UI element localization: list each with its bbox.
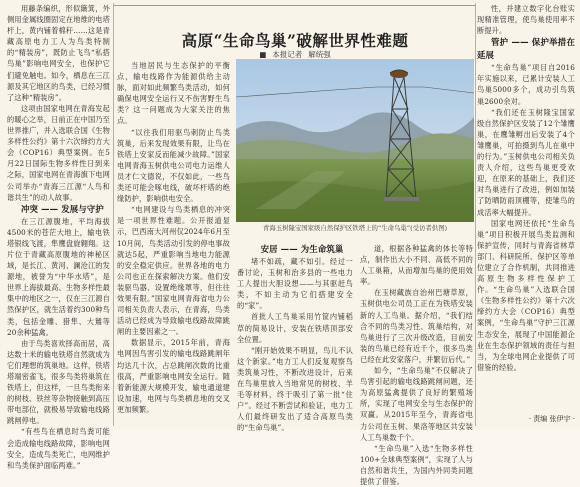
left-paragraph-1: 用藤条编织，形似簸箕，外侧用金属线圈固定在地维的电塔杆上，黄内铺着棉秆……这是青藏高原电力工人为鸟类特制的“精装房”，既防止飞鸟“私搭鸟巢”影响电网安全，也保护它们避免触电。如今，栖息在三江源及其它地区的鸟类，已经习惯了这种“精装房”。 [7,4,110,102]
mid-center-paragraph-2: 首批人工鸟巢采用竹筐内铺稻草的简易设计，安装在铁塔顶部安全位置。 [237,312,353,344]
mid-left-paragraph-2: “以往我们用驱鸟刺防止鸟类筑巢，后来发现效果有限，让鸟在铁塔上安家反而能减少故障。”国家电网青海玉树供电公司电力运维人员才仁文德说，不仅如此，一些鸟类还可能会啄电线，破坏杆塔的绝缘防护，影响供电安全。 [117,127,230,204]
middle-left-column [117,60,230,426]
mid-left-paragraph-3: “电网建设与鸟类栖息的冲突是一项世界性难题。公开报道显示，巴西南大河州仅2024年6月至10月间，鸟类活动引发的停电事故就达5起，严重影响当地电力能源的安全稳定供应。世界各地的电力公司也正在探索解决方案。他们安装驱鸟器、设置绝缘罩等，但往往效果有限。”国家电网青海省电力公司相关负责人表示，在青海，鸟类活动已经成为导致输电线路故障跳闸的主要因素之一。 [117,205,230,337]
mid-right-paragraph-1: 道，根据各种猛禽的体长等特点，制作出大小不同、高低不同的人工巢箱，从而增加鸟巢的使用效率。 [360,244,473,287]
square-icon: ■ [259,50,267,59]
left-paragraph-5: “有些鸟在栖息时鸟粪可能会造成输电线路故障，影响电网安全，造成鸟类死亡，电网维护和鸟类保护面临两难。” [7,427,110,470]
subheading-shelter: 安居 —— 为生命筑巢 [260,244,344,254]
left-paragraph-4: 由于鸟类喜欢择高而居，高达数十米的输电铁塔自然就成为它们理想的筑巢地。这样，铁塔塔端密雀飞，很多鸟类将巢筑在铁塔上，但这样，一旦鸟类衔来的树枝、铁丝等杂物接触到高压带电部位，就极易导致输电线路跳闸停电。 [7,338,110,426]
right-paragraph-2: “生命鸟巢”项目自2016年实施以来，已累计安装人工鸟巢5000多个，成功引鸟筑巢2600余对。 [477,63,575,106]
left-paragraph-2: 这项由国家电网在青海发起的暖心之举，日前正在中国乃至世界推广，并入选联合国《生物多样性公约》第十六次缔约方大会（COP16）典型案例。在5月22日国际生物多样性日到来之际，国家电网在青海旗下电网公司举办“青海三江源“人鸟和谐共生”的动人故事。 [7,103,110,202]
right-paragraph-4: 国家电网还依托“生命鸟巢”项目积极开展鸟类监测和保护宣传，同时与青海省林草部门、科研院所、保护区等单位建立了合作机制，共同推进高原生物多样性保护工作。“生命鸟巢”入选联合国《生物多样性公约》第十六次缔约方大会（COP16）典型案例，“生命鸟巢”守护三江源生态安全，展现了中国能源企业在生态保护领域的责任与担当，为全球电网企业提供了可借鉴的经验。 [477,218,575,372]
right-paragraph-1: 性，并建立数字化台账实现精准管理，使鸟巢使用率不断提升。 [477,4,575,36]
left-paragraph-3: 在三江源腹地，平均海拔4500米的苍茫大地上，输电铁塔银线飞渡，隼鹰盘旋翱翔。这片位于青藏高原腹地的神秘区域，是长江、黄河、澜沧江的发源地，被誉为“中华水塔”，是世界上海拔最高、生物多样性最集中的地区之一，仅在三江源自然保护区，就生活着约300种鸟类，包括金雕、猎隼、大鵟等20余种猛禽。 [7,216,110,337]
byline-prefix: 本报记者 [272,50,303,59]
middle-center-column [237,243,353,433]
article-title: 高原“生命鸟巢”破解世界性难题 [181,31,409,50]
mid-left-paragraph-4: 数据显示，2015年前，青海电网因鸟害引发的输电线路跳闸年均达几十次，占总跳闸次数的比重很高，严重影响电网安全运行。随着新能源大规模开发，输电通道建设加速，电网与鸟类栖息地的交叉更加频繁。 [117,338,230,414]
column-divider-right [475,3,476,426]
photo-caption: 青海玉树隆宝国家级自然保护区铁塔上的“生命鸟巢”(受访者供图) [262,224,448,232]
top-rule [113,5,475,6]
reporter-name: 解统强 [308,50,331,59]
article-photo [236,59,474,222]
right-paragraph-3: “我们还在玉树隆宝国家级自然保护区安装了12个雏鹰巢，在鹰雏孵出后安装了4个雏鹰巢，可拍摄到鸟儿在巢中的行为。”玉树供电公司相关负责人介绍，这些鸟巢更受欢迎，在原来的基础上，我们还对鸟巢进行了改进，例如加装了防晒防雨顶棚等，使雏鸟的成活率大幅提升。 [477,107,575,217]
mid-right-paragraph-2: 在玉树藏族自治州巴塘草原，玉树供电公司员工正在为铁塔安装新的人工鸟巢。据介绍，“我们结合不同的鸟类习性、筑巢结构，对鸟巢进行了三次升级改造，目前安装的鸟巢已经有近千个，很多鸟类已经在此安家落户，并繁衍后代。” [360,288,473,364]
editor-credit: · 责编 张伊宇 · [528,415,575,423]
mid-center-paragraph-3: “刚开始效果不明显，鸟儿不认这个新家。”电力工人们反复观察鸟类筑巢习性，不断改进设计，后来在鸟巢里放入当地常见的树枝、羊毛等材料，终于吸引了第一批“住户”。经过不断尝试和验证，电力工人们最终研发出了适合高原鸟类的“生命鸟巢”。 [237,345,353,433]
mid-right-paragraph-3: 如今，“生命鸟巢”不仅解决了鸟害引起的输电线路跳闸问题，还为高原猛禽提供了良好的繁殖场所，实现了电网安全与生态保护的双赢。从2015年至今，青海省电力公司在玉树、果洛等地区共安装人工鸟巢数千个。 [360,366,473,442]
photo-power-tower-bird-nest [236,59,474,222]
subheading-conflict: 冲突 —— 发展与守护 [21,203,104,214]
subheading-care: 管护 —— 保护举措在延展 [477,37,575,61]
mid-left-paragraph-1: 当地居民与生态保护的平衡点，输电线路作为能源供给主动脉，面对如此频繁鸟类活动，如何确保电网安全运行又不伤害野生鸟类？这一问题成为大家关注的焦点。 [117,61,230,126]
middle-right-column [360,243,473,486]
column-divider [113,3,114,426]
right-column [477,3,575,413]
mid-right-paragraph-4: “生命鸟巢”入选“生物多样性100+全球典型案例”，实现了人与自然和谐共生，为国内外同类问题提供了借鉴。 [360,443,473,486]
left-column [7,3,110,470]
mid-center-paragraph-1: 堵不如疏，藏不如引。经过一番讨论，玉树和治多县的一些电力工人提出大胆设想——与其驱赶鸟类，不如主动为它们搭建安全的“家”。 [237,257,353,311]
